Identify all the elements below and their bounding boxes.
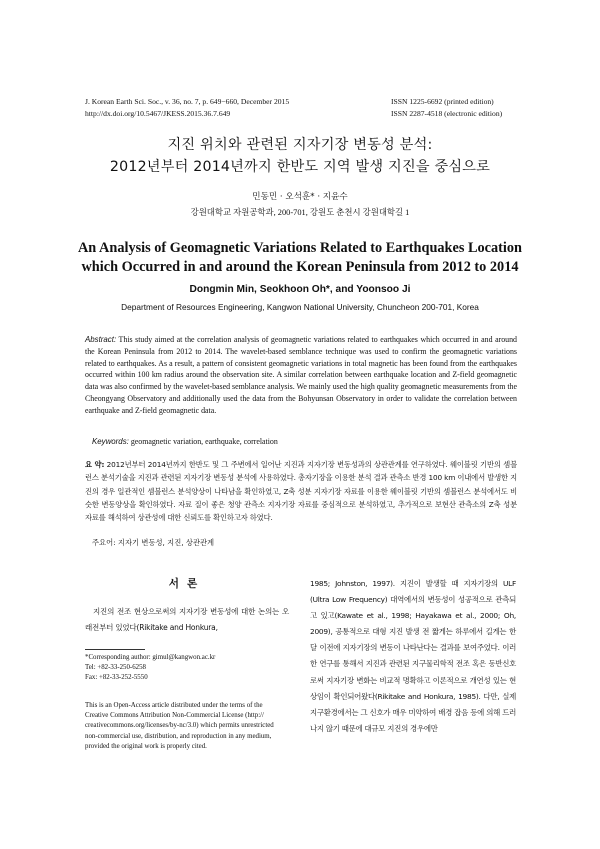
- license-line: This is an Open-Access article distributed under the terms of the: [85, 702, 263, 709]
- author-tel: Tel: +82-33-250-6258: [85, 664, 147, 672]
- korean-affiliation: 강원대학교 자원공학과, 200-701, 강원도 춘천시 강원대학길 1: [190, 208, 410, 217]
- journal-citation: J. Korean Earth Sci. Soc., v. 36, no. 7, p. 649−660, December 2015: [85, 97, 290, 106]
- korean-title-line2: 2012년부터 2014년까지 한반도 지역 발생 지진을 중심으로: [109, 159, 491, 175]
- korean-title: [0, 134, 600, 178]
- author-fax: Fax: +82-33-252-5550: [85, 674, 148, 682]
- issn-electronic: ISSN 2287-4518 (electronic edition): [391, 108, 503, 118]
- abstract-text: This study aimed at the correlation analysis of geomagnetic variations related to earthquakes which occurred in and around the Korean Peninsula from 2012 to 2014. The wavelet-based semblance technique was used to confirm the geomagnetic variations related to earthquakes. As a result, a pattern of consistent geomagnetic variations in total magnetic has been found from the earthquakes occurred within 100 km radius around the observation site. A similar correlation between earthquake location and Z-field geomagnetic data was also confirmed by the wavelet-based semblance analysis. We mainly used the high quality geomagnetic measurements from the Cheongyang Observatory and additionally used the data from the Bohyunsan Observatory in order to validate the correlation between earthquake and Z-field geomagnetic data.: [85, 335, 517, 415]
- intro-right-column: 1985; Johnston, 1997). 지진이 발생할 때 지자기장의 ULF (Ultra Low Frequency) 대역에서의 변동성이 성공적으로 관측되고 있고(Kawate et al., 1998; Hayakawa et al., 2000; Oh, 2009), 공통적으로 대형 지진 발생 전 짧게는 하루에서 길게는 한 달 이전에 지자기장의 변동이 나타난다는 결과를 보여주었다. 이러한 연구를 통해서 지진과 관련된 지구물리학적 전조 혹은 동반신호로써 지자기장 변화는 비교적 명확하고 이론적으로 개연성 있는 현상임이 확인되어왔다(Rikitake and Honkura, 1985). 다만, 실제 지구환경에서는 그 신호가 매우 미약하여 배경 잡음 등에 의해 드러나지 않기 때문에 대규모 지진의 경우에만: [310, 579, 516, 733]
- footnote-divider: [85, 649, 145, 650]
- corresponding-author: *Corresponding author: gimul@kangwon.ac.kr: [85, 654, 216, 661]
- english-authors: Dongmin Min, Seokhoon Oh*, and Yoonsoo Ji: [189, 284, 411, 295]
- korean-abstract-label: 요 약:: [85, 460, 105, 469]
- abstract-label: Abstract:: [85, 335, 117, 344]
- korean-abstract: [85, 458, 517, 524]
- license-line: creativecommons.org/licenses/by-nc/3.0) which permits unrestricted: [85, 722, 274, 730]
- intro-left-column: 지진의 전조 현상으로써의 지자기장 변동성에 대한 논의는 오래전부터 있었다(Rikitake and Honkura,: [85, 607, 289, 632]
- english-abstract: [85, 334, 517, 417]
- english-title-line1: An Analysis of Geomagnetic Variations Related to Earthquakes Location: [77, 240, 523, 256]
- korean-title-line1: 지진 위치와 관련된 지자기장 변동성 분석:: [167, 137, 433, 153]
- issn-print: ISSN 1225-6692 (printed edition): [391, 97, 494, 106]
- license-notice: [85, 701, 291, 752]
- korean-abstract-text: 2012년부터 2014년까지 한반도 및 그 주변에서 일어난 지진과 지자기장 변동성과의 상관관계를 연구하였다. 웨이블릿 기반의 셈블런스 분석기술을 지진과 관련된 지자기장 변동성 분석에 사용하였다. 총자기장을 이용한 분석 결과 관측소 반경 100 km 이내에서 발생한 지진의 경우 일관적인 셈블런스 분석양상이 나타남을 확인하였고, Z축 성분 지자기장 자료를 이용한 웨이블릿 기반의 셈블런스 분석에서도 비슷한 변동양상을 확인하였다. 자료 질이 좋은 청양 관측소 지자기장 자료를 중심적으로 분석하였고, 추가적으로 보현산 관측소의 Z축 성분 자료를 해석하여 상관성에 대한 신뢰도를 확인하고자 하였다.: [85, 460, 517, 523]
- footnote: [85, 653, 289, 684]
- issn-header: [391, 96, 502, 119]
- section-title-introduction: 서론: [168, 578, 206, 590]
- english-affiliation: Department of Resources Engineering, Kangwon National University, Chuncheon 200-701, Korea: [121, 302, 479, 312]
- license-line: provided the original work is properly cited.: [85, 742, 207, 750]
- license-line: non-commercial use, distribution, and reproduction in any medium,: [85, 732, 272, 740]
- keywords-label: Keywords:: [92, 437, 129, 446]
- doi-link[interactable]: http://dx.doi.org/10.5467/JKESS.2015.36.7.649: [85, 108, 231, 118]
- license-line: Creative Commons Attribution Non-Commercial License (http://: [85, 712, 264, 720]
- keywords-text: geomagnetic variation, earthquake, correlation: [128, 437, 278, 446]
- korean-authors: 민동민 · 오석훈* · 지윤수: [252, 192, 348, 202]
- english-keywords: [92, 436, 512, 447]
- english-title: [0, 239, 600, 277]
- korean-keywords: 주요어: 지자기 변동성, 지진, 상관관계: [92, 538, 215, 547]
- english-title-line2: which Occurred in and around the Korean Peninsula from 2012 to 2014: [81, 259, 519, 275]
- journal-header: [85, 96, 289, 119]
